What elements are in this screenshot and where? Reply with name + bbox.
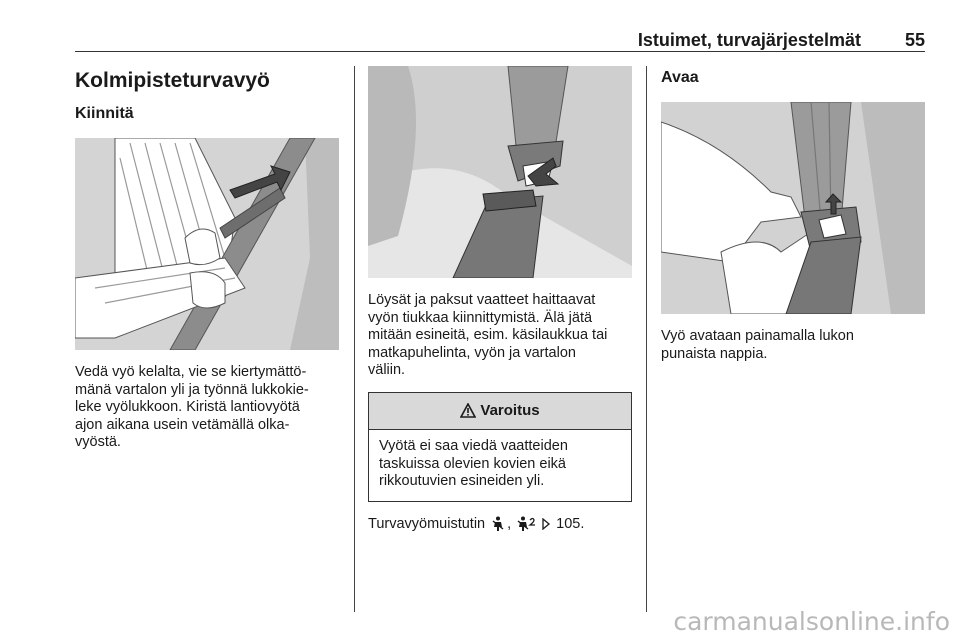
section-title: Kolmipisteturvavyö bbox=[75, 69, 270, 92]
warning-text: Vyötä ei saa viedä vaatteiden taskuissa olevien kovien eikä rikkoutuvien esineiden yli. bbox=[379, 437, 568, 490]
subsection-title-fasten: Kiinnitä bbox=[75, 105, 134, 122]
warning-title: Varoitus bbox=[480, 402, 540, 420]
reference-text: Turvavyömuistutin bbox=[368, 515, 486, 532]
warning-triangle-icon bbox=[460, 403, 476, 418]
column-3 bbox=[661, 62, 925, 363]
header-title: Istuimet, turvajärjestelmät bbox=[637, 30, 861, 50]
warning-header bbox=[369, 393, 631, 430]
reference-line bbox=[368, 516, 632, 532]
release-paragraph: Vyö avataan painamalla lukon punaista nappia. bbox=[661, 328, 854, 362]
page-reference-arrow-icon bbox=[541, 518, 551, 530]
header-rule bbox=[75, 51, 925, 52]
column-divider-2 bbox=[646, 66, 647, 612]
fasten-belt-illustration bbox=[75, 138, 339, 350]
page-header bbox=[75, 30, 925, 52]
clothing-paragraph: Löysät ja paksut vaatteet haittaavat vyön tiukkaa kiinnittymistä. Älä jätä mitään esineitä, esim. käsilaukkua tai matkapuhelinta, vyön ja vartalon väliin. bbox=[368, 292, 608, 379]
seatbelt-reminder-icon bbox=[491, 516, 505, 532]
reference-separator: , bbox=[507, 515, 512, 532]
column-divider-1 bbox=[354, 66, 355, 612]
release-buckle-illustration bbox=[661, 102, 925, 314]
passenger-seatbelt-reminder-icon bbox=[517, 516, 537, 532]
warning-box bbox=[368, 392, 632, 502]
belt-buckle-illustration bbox=[368, 66, 632, 278]
subsection-title-release: Avaa bbox=[661, 69, 699, 86]
reference-page: 105. bbox=[556, 515, 585, 532]
watermark: carmanualsonline.info bbox=[673, 607, 950, 636]
page-number: 55 bbox=[904, 30, 925, 50]
column-1 bbox=[75, 62, 341, 452]
column-2 bbox=[368, 62, 632, 532]
fasten-paragraph: Vedä vyö kelalta, vie se kiertymättö- mänä vartalon yli ja työnnä lukkokie- leke vyölukkoon. Kiristä lantiovyötä ajon aikana usein vetämällä olka- vyöstä. bbox=[75, 364, 309, 451]
